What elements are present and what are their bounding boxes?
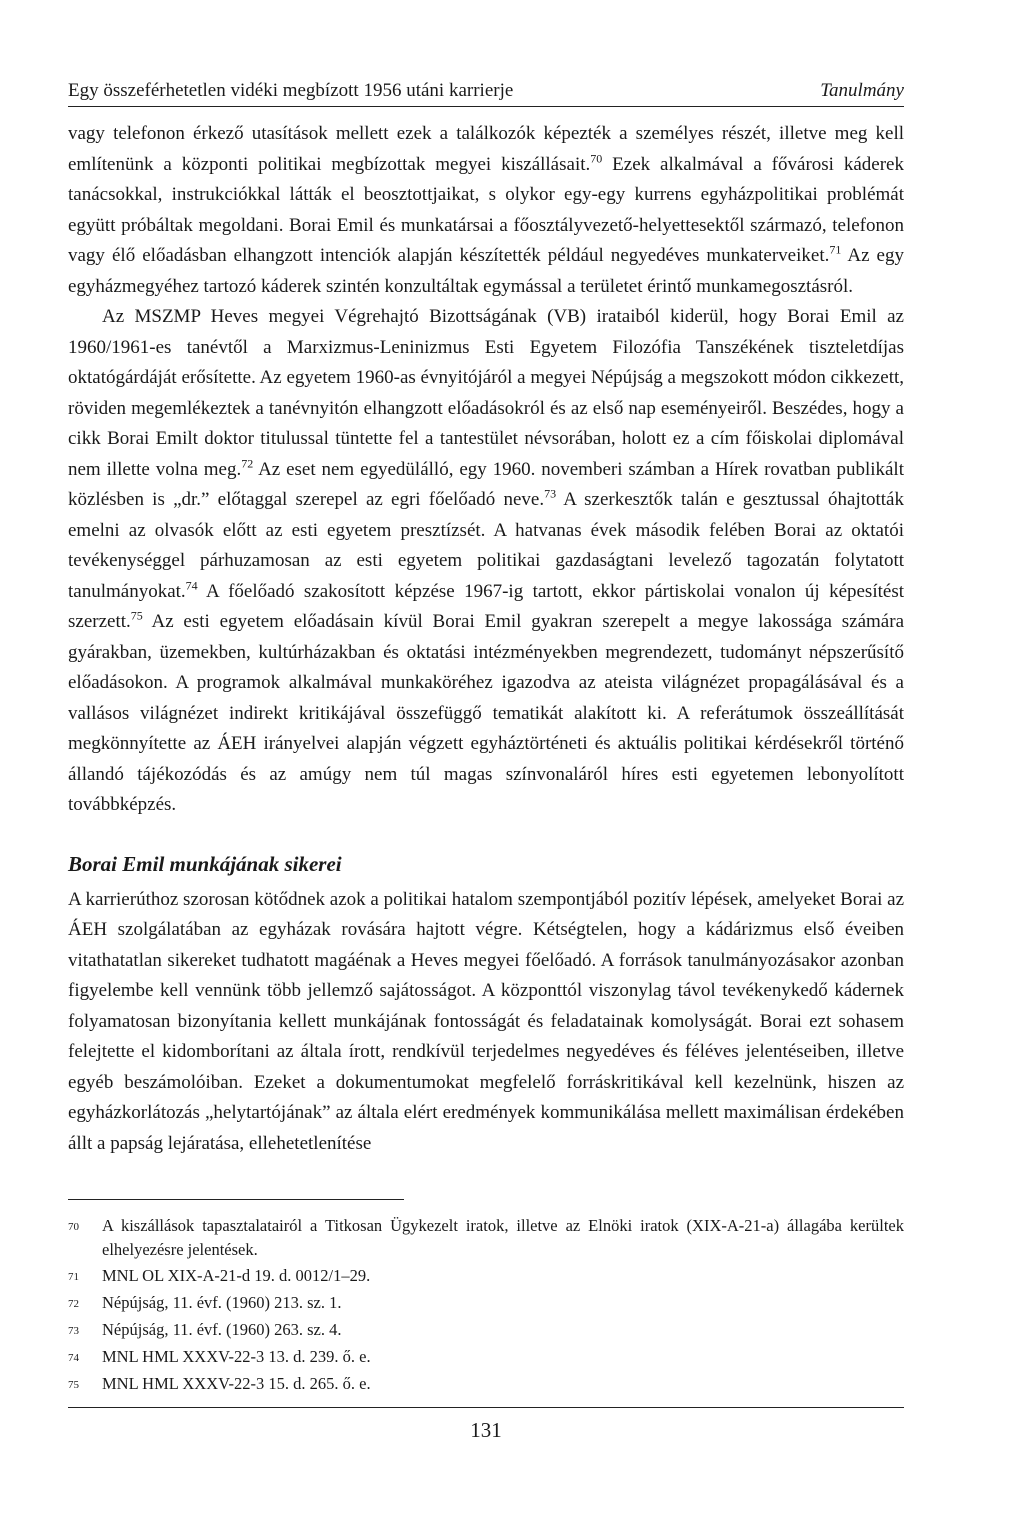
footnote-text: Népújság, 11. évf. (1960) 263. sz. 4.	[102, 1320, 342, 1339]
footnote-ref[interactable]: 74	[185, 578, 198, 593]
section-heading: Borai Emil munkájának sikerei	[68, 851, 342, 876]
text-run: Az egy egyházmegyéhez tartozó káderek szintén konzultáltak egymással a területet érintő munkamegosztásról.	[68, 245, 904, 297]
page-number: 131	[470, 1418, 502, 1442]
body-text	[68, 119, 904, 1159]
footnote-number: 75	[68, 1379, 79, 1391]
footnote-number: 74	[68, 1352, 79, 1364]
text-run: A szerkesztők talán e gesztussal óhajtották emelni az olvasók előtt az esti egyetem presztízsét. A hatvanas évek második felében Borai az oktatói tevékenységgel párhuzamosan az esti egyetem politikai gazdaságtani levelező tagozatán folytatott tanulmányokat.	[68, 489, 904, 602]
paragraph: A karrierúthoz szorosan kötődnek azok a politikai hatalom szempontjából pozitív lépések, amelyeket Borai az ÁEH szolgálatában az egyházak rovására hajtott végre. Kétségtelen, hogy a kádárizmus első éveiben vitathatatlan sikereket tudhatott magáénak a Heves megyei főelőadó. A források tanulmányozásakor azonban figyelembe kell vennünk több jellemző sajátosságot. A központtól viszonylag távol tevékenykedő kádernek folyamatosan bizonyítania kellett munkájának fontosságát és feladatainak komolyságát. Borai ezt sohasem felejtette el kidomborítani az általa írott, rendkívül terjedelmes negyedéves és féléves jelentéseiben, illetve egyéb beszámolóiban. Ezeket a dokumentumokat megfelelő forráskritikával kell kezelnünk, hiszen az egyházkorlátozás „helytartójának” az általa elért eredmények kommunikálása mellett maximálisan érdekében állt a papság lejáratása, ellehetetlenítése	[68, 888, 904, 1154]
running-head-section: Tanulmány	[820, 80, 904, 101]
running-head-title: Egy összeférhetetlen vidéki megbízott 1956 utáni karrierje	[68, 80, 514, 101]
footnote-text: MNL HML XXXV-22-3 13. d. 239. ő. e.	[102, 1347, 371, 1366]
text-run: A főelőadó szakosított képzése 1967-ig tartott, ekkor pártiskolai vonalon új képesítést szerzett.	[68, 580, 904, 632]
footnote-ref[interactable]: 71	[829, 242, 842, 257]
bottom-rule	[68, 1407, 904, 1408]
text-run: Ezek alkalmával a fővárosi káderek tanácsokkal, instrukciókkal látták el beosztottjaikat, s olykor egy-egy kurrens egyházpolitikai problémát együtt próbáltak megoldani. Borai Emil és munkatársai a főosztályvezető-helyettesektől származó, telefonon vagy élő előadásban elhangzott intenciók alapján készítették például negyedéves munkaterveiket.	[68, 153, 904, 266]
footnote	[68, 1345, 904, 1370]
footnote-separator	[68, 1199, 404, 1200]
text-run: Az esti egyetem előadásain kívül Borai Emil gyakran szerepelt a megye lakossága számára gyárakban, üzemekben, kultúrházakban és oktatási intézményekben megrendezett, tudományt népszerűsítő előadásokon. A programok alkalmával munkaköréhez igazodva az ateista világnézet propagálásával és a vallásos világnézet indirekt kritikájával összefüggő tematikát alakított ki. A referátumok összeállítását megkönnyítette az ÁEH irányelvei alapján végzett egyháztörténeti és aktuális politikai kérdésekről történő állandó tájékozódás és az amúgy nem túl magas színvonaláról híres esti egyetemen lebonyolított továbbképzés.	[68, 611, 904, 815]
footnote-number: 72	[68, 1298, 79, 1310]
footnote	[68, 1264, 904, 1289]
footnote-number: 73	[68, 1325, 79, 1337]
footnote	[68, 1318, 904, 1343]
footnote-number: 70	[68, 1221, 79, 1233]
footnote-text: A kiszállások tapasztalatairól a Titkosan Ügykezelt iratok, illetve az Elnöki iratok (XIX-A-21-a) állagába kerültek elhelyezésre jelentések.	[102, 1216, 904, 1259]
footnote-ref[interactable]: 72	[241, 456, 254, 471]
paragraph	[68, 119, 904, 302]
footnote-ref[interactable]: 73	[544, 486, 557, 501]
footnote-text: MNL OL XIX-A-21-d 19. d. 0012/1–29.	[102, 1266, 371, 1285]
footnote-text: Népújság, 11. évf. (1960) 213. sz. 1.	[102, 1293, 342, 1312]
footnote-ref[interactable]: 70	[590, 151, 603, 166]
footnotes	[68, 1214, 904, 1397]
footnote-number: 71	[68, 1271, 79, 1283]
page	[68, 80, 904, 1443]
running-head	[68, 80, 904, 107]
footnote-text: MNL HML XXXV-22-3 15. d. 265. ő. e.	[102, 1374, 371, 1393]
footnote	[68, 1214, 904, 1262]
footnote-ref[interactable]: 75	[130, 608, 143, 623]
text-run: Az eset nem egyedülálló, egy 1960. novemberi számban a Hírek rovatban publikált közlésben is „dr.” előtaggal szerepel az egri főelőadó neve.	[68, 458, 904, 510]
footnote	[68, 1291, 904, 1316]
text-run: vagy telefonon érkező utasítások mellett ezek a találkozók képezték a személyes részét, illetve meg kell említenünk a központi politikai megbízottak megyei kiszállásait.	[68, 123, 904, 175]
footnote	[68, 1372, 904, 1397]
paragraph	[68, 302, 904, 821]
text-run: Az MSZMP Heves megyei Végrehajtó Bizottságának (VB) irataiból kiderül, hogy Borai Emil az 1960/1961-es tanévtől a Marxizmus-Leninizmus Esti Egyetem Filozófia Tanszékének tiszteletdíjas oktatógárdáját erősítette. Az egyetem 1960-as évnyitójáról a megyei Népújság a megszokott módon cikkezett, röviden megemlékeztek a tanévnyitón elhangzott előadásokról és az első nap eseményeiről. Beszédes, hogy a cikk Borai Emilt doktor titulussal tüntette fel a tantestület névsorában, holott ez a cím főiskolai diplomával nem illette volna meg.	[68, 306, 904, 480]
